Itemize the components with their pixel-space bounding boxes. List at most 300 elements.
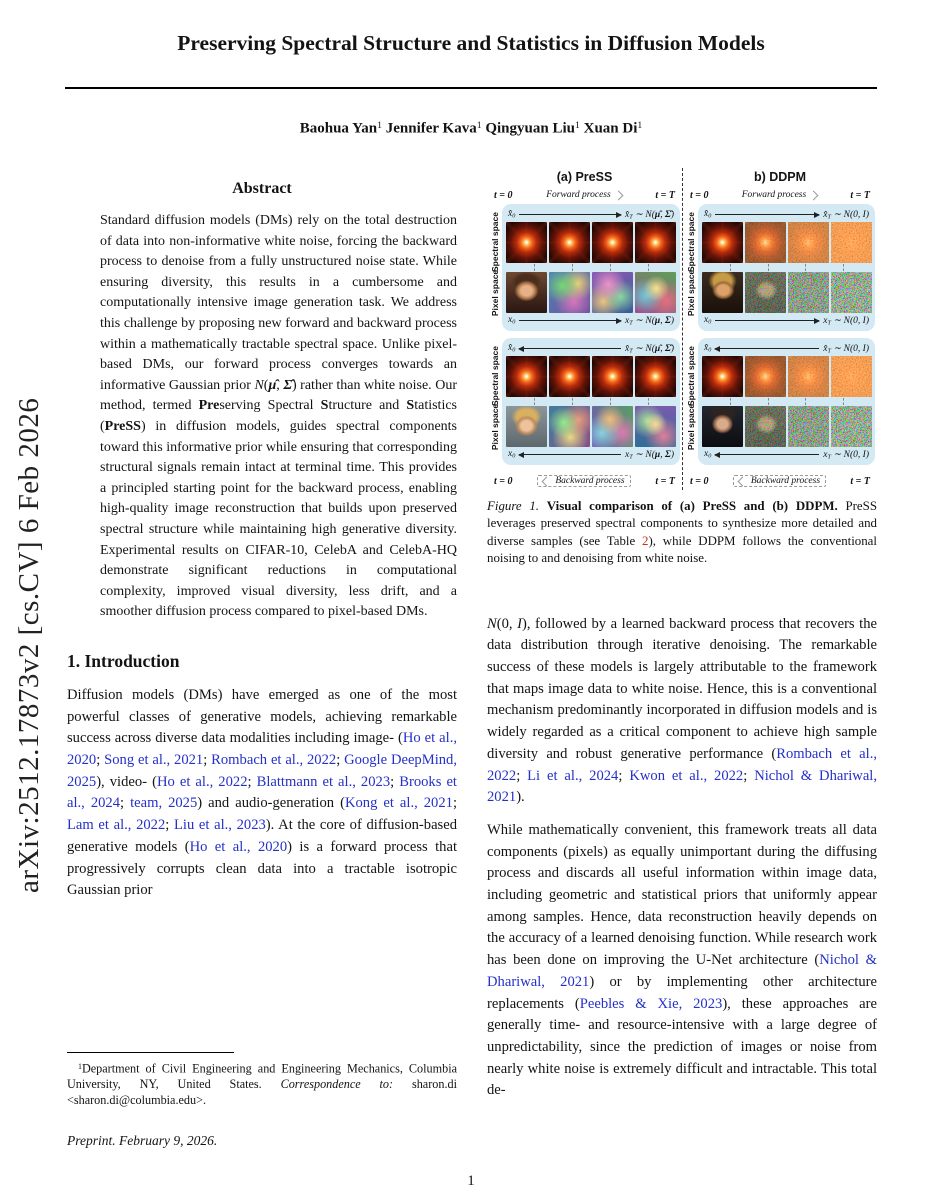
text-segment: ) in diffusion models, guides spectral components toward this informative prior while ensuring that corresponding structural signals remain intact at terminal time. This provides a principled starting point for the backward process, enabling high-quality image reconstruction that builds upon preserved spectral structure while maintaining high generative diversity. Experimental results on CIFAR-10, CelebA and CelebA-HQ demonstrate significant reductions in computational complexity, improved visual diversity, less drift, and a smoother diffusion process compared to pixel-based DMs. [100,418,457,620]
math-label [508,209,515,220]
math-symbol: N [843,315,850,326]
text-segment: Baohua Yan [299,120,378,137]
math-symbol: x [625,449,630,460]
math-symbol: x [625,315,630,326]
math-label [704,343,711,354]
forward-arrow [715,320,819,321]
text-segment: (0, [849,343,863,354]
spectral-image-row [505,356,677,397]
forward-process-label [742,190,817,200]
chevron-left-icon [542,476,552,486]
tT-label: t = T [655,475,675,487]
spectral-space-label: Spectral space [490,212,500,273]
math-label [508,449,515,460]
figure-image-pix-noise-1 [745,272,786,313]
citation-link[interactable]: Lam et al., 2022 [67,817,166,834]
superscript: 1 [637,120,643,131]
math-label [508,315,515,326]
t0-label: t = 0 [494,189,513,201]
preprint-note: Preprint. February 9, 2026. [67,1133,218,1148]
spectral-label-row [505,207,677,222]
text-segment: ; [743,767,755,784]
figure-image-spectrum [506,356,547,397]
superscript: 1 [377,120,382,131]
text-segment: sharon.di <sharon.di@columbia.edu>. [67,1077,457,1107]
noise-texture [831,272,872,313]
math-label [704,315,711,326]
text-segment: ) [670,209,674,220]
figure-image-spec-noise-1 [745,356,786,397]
t0-label: t = 0 [690,189,709,201]
math-symbol: x [823,315,828,326]
noise-texture [745,272,786,313]
text-segment: ; [96,751,105,768]
math-symbol: x̂ [823,209,828,220]
math-symbol: I [862,209,866,220]
math-symbol: Σ̂ [664,343,671,354]
math-symbol: x̂ [704,209,709,220]
subscript: 0 [512,213,516,220]
figure-image-psy-3 [635,272,676,313]
text-segment: ) and audio-generation ( [197,795,345,812]
subscript: 0 [512,319,516,326]
math-symbol: I [862,343,866,354]
press-forward-blue-panel [502,204,680,331]
math-label [625,315,674,327]
figure-image-spectrum [635,356,676,397]
pixel-image-row [701,406,872,447]
ddpm-forward-blue-panel [698,204,875,331]
citation-link[interactable]: Kong et al., 2021 [344,795,453,812]
forward-process-text: Forward process [546,190,611,200]
math-label [704,449,711,460]
math-symbol: x [508,315,513,326]
figure-image-spec-noise-1 [745,222,786,263]
text-segment: ∼ [830,449,844,460]
ddpm-backward-panel [686,338,875,465]
math-symbol: μ̂ [654,209,661,220]
backward-process-text: Backward process [555,476,625,486]
math-label [823,343,869,355]
ddpm-backward-blue-panel [698,338,875,465]
text-segment: ), video- ( [96,773,157,790]
text-segment: S [406,398,415,414]
spectral-space-label: Spectral space [686,346,696,407]
math-symbol: N [843,343,850,354]
backward-process-label [537,475,630,487]
text-segment: Xuan Di [583,120,638,137]
figure-image-pix-noise-3 [831,272,872,313]
body-paragraph-2 [487,820,877,1102]
text-segment: Figure 1. [487,499,540,513]
fft-connector-line [515,397,553,406]
text-segment: ; [452,795,457,812]
spectral-label-row [701,341,872,356]
text-segment: ; [203,751,212,768]
text-segment: ; [390,773,400,790]
figure-image-spectrum [549,222,590,263]
noise-texture [831,356,872,397]
citation-link[interactable]: Brooks et al., 2024 [67,773,457,812]
fft-connector-line [824,397,862,406]
pixel-label-row [505,447,677,462]
text-segment: ( [263,377,269,393]
spectral-image-row [701,356,872,397]
text-segment: PreSS leverages preserved spectral components to synthesize more detailed and diverse samples (see Table [487,499,877,548]
text-segment: PreSS [104,418,141,434]
ddpm-forward-time-row [685,186,875,204]
figure-image-spectrum [549,356,590,397]
math-symbol: I [862,449,866,460]
superscript: 1 [574,120,580,131]
math-symbol: N [645,343,652,354]
text-segment: ; [165,817,174,834]
superscript: 1 [78,1062,82,1071]
figure-image-spectrum [702,222,743,263]
text-segment: (0, [496,615,518,632]
press-panel-title: (a) PreSS [556,170,613,184]
subscript: T [827,214,831,221]
math-symbol: I [517,615,522,632]
backward-process-text: Backward process [750,476,821,486]
figure-image-face-3 [702,272,743,313]
math-label [508,343,515,354]
chevron-right-icon [613,190,623,200]
text-segment: ) [670,315,674,326]
math-symbol: x [823,449,828,460]
math-symbol: x̂ [508,209,513,220]
citation-link[interactable]: Ho et al., 2020 [189,838,288,855]
noise-texture [788,406,829,447]
page-number: 1 [467,1173,475,1189]
text-segment: ) [865,449,869,460]
math-symbol: x̂ [823,343,828,354]
figure-image-spec-noise-3 [831,356,872,397]
text-segment: ∼ [632,315,646,326]
subscript: 0 [708,319,712,326]
forward-process-text: Forward process [741,190,807,200]
math-label [704,209,711,220]
noise-texture [788,356,829,397]
press-backward-time-row [489,472,680,490]
math-symbol: Σ̂ [664,209,671,220]
math-symbol: x [508,449,513,460]
noise-texture [745,406,786,447]
figure-image-pix-noise-2 [788,406,829,447]
text-segment: ), while DDPM follows the conventional noising to and denoising from white noise. [487,533,877,566]
text-segment: tructure and [328,398,407,414]
figure-image-spec-noise-3 [831,222,872,263]
citation-link[interactable]: Rombach et al., 2022 [211,751,337,768]
figure-image-face-2 [506,406,547,447]
citation-link[interactable]: Li et al., 2024 [527,767,619,784]
footnote-block [67,1052,457,1108]
tT-label: t = T [850,189,870,201]
math-label [823,209,869,221]
citation-link[interactable]: Song et al., 2021 [104,751,204,768]
text-segment: ; [247,773,257,790]
subscript: T [629,320,633,327]
subscript: T [827,348,831,355]
tT-label: t = T [655,189,675,201]
math-symbol: N [254,377,264,393]
text-segment: ; [336,751,345,768]
figure-image-spec-noise-2 [788,356,829,397]
text-segment: ∼ [632,343,646,354]
math-symbol: μ̂ [654,343,661,354]
text-segment: ; [618,767,630,784]
figure-panel-press [487,168,682,490]
text-segment: ) [865,315,869,326]
backward-arrow [519,348,621,349]
text-segment: (0, [849,209,863,220]
text-segment: ( [651,449,655,460]
noise-texture [788,222,829,263]
press-forward-panel [490,204,680,331]
backward-arrow [519,454,621,455]
math-symbol: N [645,315,652,326]
citation-link[interactable]: Ho et al., 2020 [67,730,457,768]
math-symbol: N [843,209,850,220]
figure-image-spectrum [506,222,547,263]
forward-arrow [519,214,621,215]
citation-link[interactable]: Blattmann et al., 2023 [256,773,391,790]
figure-image-face-1 [506,272,547,313]
text-segment: ). [516,789,525,806]
fft-connector-line [787,263,825,272]
spectral-space-label: Spectral space [686,212,696,273]
pixel-image-row [505,406,677,447]
subscript: 0 [512,453,516,460]
t0-label: t = 0 [494,475,513,487]
subscript: T [629,454,633,461]
text-segment: ( [651,209,655,220]
figure-image-psy-1 [549,272,590,313]
pixel-space-label: Pixel space [686,269,696,317]
text-segment: ) is a forward process that progressively corrupts clean data into a tractable isotropic Gaussian prior [67,838,457,899]
math-symbol: x̂ [625,343,630,354]
citation-link[interactable]: Liu et al., 2023 [174,817,266,834]
math-symbol: N [487,615,497,632]
text-segment: Qingyuan Liu [485,120,575,137]
figure-image-spectrum [592,356,633,397]
subscript: T [629,348,633,355]
footnote-text [67,1059,457,1108]
text-segment: ) [865,209,869,220]
figure-image-pix-noise-3 [831,406,872,447]
pixel-space-label: Pixel space [490,269,500,317]
citation-link[interactable]: Ho et al., 2022 [156,773,248,790]
figure-image-pix-noise-1 [745,406,786,447]
spectral-label-row [701,207,872,222]
text-segment: ∼ [830,343,844,354]
fft-connector-line [629,263,667,272]
left-column [67,180,457,913]
text-segment: ) [670,343,674,354]
text-segment: Department of Civil Engineering and Engineering Mechanics, Columbia University, NY, United States. [67,1061,457,1092]
text-segment: ; [516,767,528,784]
citation-link[interactable]: Peebles & Xie, 2023 [579,995,723,1012]
citation-link[interactable]: Rombach et al., 2022 [487,745,877,784]
backward-process-label [733,475,826,487]
math-symbol: x̂ [625,209,630,220]
fft-connector-line [591,263,629,272]
body-paragraph-1 [487,614,877,809]
text-segment: ∼ [830,209,844,220]
text-segment: , [660,315,665,326]
math-label [625,209,674,221]
noise-texture [788,272,829,313]
text-segment: ) rather than white noise. Our method, termed [100,377,457,414]
text-segment: ) [670,449,674,460]
press-forward-time-row [489,186,680,204]
fft-connector-line [553,397,591,406]
text-segment [539,499,547,513]
noise-texture [745,356,786,397]
figure-panel-ddpm [682,168,877,490]
superscript: 1 [476,120,482,131]
text-segment: While mathematically convenient, this framework treats all data components (pixels) as equally unimportant during the diffusing process and discards all useful information within image data, including geometric and statistical priors that uniformly appear among samples. Hence, data reconstruction heavily depends on the accuracy of a learned denoising function. While research work has been done on improving the U-Net architecture ( [487,821,877,969]
subscript: 0 [708,347,712,354]
pixel-space-label: Pixel space [490,403,500,451]
math-symbol: Σ̂ [283,377,292,393]
text-segment: Correspondence to: [280,1077,394,1092]
text-segment: Pre [198,398,220,414]
fft-connector-line [749,263,787,272]
pixel-image-row [505,272,677,313]
fft-connector-line [553,263,591,272]
text-segment: ) or by implementing other architecture replacements ( [487,973,877,1012]
figure-image-spectrum [702,356,743,397]
right-column [487,168,877,1113]
spectral-image-row [505,222,677,263]
math-symbol: x [704,315,709,326]
math-label [625,449,674,461]
t0-label: t = 0 [690,475,709,487]
backward-arrow [715,348,819,349]
figure-image-psy-5 [592,406,633,447]
text-segment: , [660,209,665,220]
backward-arrow [715,454,819,455]
ref-link[interactable]: 2 [642,533,649,548]
math-symbol: N [843,449,850,460]
text-segment: ), followed by a learned backward process that recovers the data distribution through iterative denoising. The remarkable success of these models is largely attributable to the framework that maps image data to white noise. Hence, this is a conventional mechanism predominantly incorporated in diffusion models and is widely regarded as a critical component to achieve high sample diversity and robust generative performance ( [487,615,877,762]
fft-connectors [701,397,872,406]
forward-arrow [715,214,819,215]
text-segment: ( [651,315,655,326]
subscript: T [827,454,831,461]
text-segment: Visual comparison of (a) PreSS and (b) DDPM. [546,499,838,513]
fft-connector-line [787,397,825,406]
fft-connector-line [515,263,553,272]
section-heading-introduction: 1. Introduction [67,650,180,671]
pixel-label-row [505,313,677,328]
fft-connectors [505,263,677,272]
press-backward-blue-panel [502,338,680,465]
text-segment: Diffusion models (DMs) have emerged as one of the most powerful classes of generative models, achieving remarkable success across diverse data modalities including image- ( [67,686,457,747]
noise-texture [745,222,786,263]
text-segment: Jennifer Kava [385,120,477,137]
pixel-label-row [701,313,872,328]
figure-image-face-4 [702,406,743,447]
text-segment: ). At the core of diffusion-based generative models ( [67,817,458,855]
fft-connector-line [711,263,749,272]
text-segment: (0, [849,449,863,460]
text-segment: Standard diffusion models (DMs) rely on the total destruction of data into non-informative white noise, forcing the backward process to denoise from a fully unstructured noise state. While ensuring diversity, this results in a cumbersome and computationally intensive image generation task. We address this challenge by proposing new forward and backward process within a mathematically tractable spectral space. Unlike pixel-based DMs, our forward process converges towards an informative Gaussian prior [100,213,457,393]
paper-title: Preserving Spectral Structure and Statistics in Diffusion Models [177,31,765,55]
fft-connectors [701,263,872,272]
ddpm-backward-time-row [685,472,875,490]
citation-link[interactable]: Google DeepMind, 2025 [67,751,458,790]
press-backward-panel [490,338,680,465]
spectral-image-row [701,222,872,263]
math-label [823,315,869,327]
title-rule [65,87,877,89]
chevron-left-icon [737,476,747,486]
citation-link[interactable]: Kwon et al., 2022 [629,767,744,784]
authors-line [0,120,942,137]
figure-1 [487,168,877,490]
citation-link[interactable]: Nichol & Dhariwal, 2021 [487,952,877,990]
subscript: 0 [512,347,516,354]
math-symbol: x̂ [508,343,513,354]
text-segment: ) [865,343,869,354]
pixel-image-row [701,272,872,313]
math-symbol: μ [654,449,661,460]
pixel-space-label: Pixel space [686,403,696,451]
figure-image-psy-2 [592,272,633,313]
math-symbol: N [645,449,652,460]
text-segment: ∼ [830,315,844,326]
subscript: T [629,214,633,221]
text-segment: , [660,343,665,354]
fft-connectors [505,397,677,406]
text-segment: , [660,449,665,460]
spectral-space-label: Spectral space [490,346,500,407]
fft-connector-line [824,263,862,272]
figure-image-pix-noise-2 [788,272,829,313]
math-label [823,449,869,461]
ddpm-panel-title: b) DDPM [753,170,807,184]
math-symbol: x [704,449,709,460]
math-symbol: I [862,315,866,326]
abstract-text [100,211,457,623]
text-segment: ∼ [632,209,646,220]
subscript: 0 [708,453,712,460]
pixel-label-row [701,447,872,462]
forward-process-label [546,190,621,200]
forward-arrow [519,320,621,321]
figure-image-spectrum [592,222,633,263]
text-segment: S [320,398,329,414]
citation-link[interactable]: team, 2025 [130,795,198,812]
text-segment: (0, [849,315,863,326]
fft-connector-line [591,397,629,406]
footnote-rule [67,1052,234,1053]
text-segment: serving Spectral [219,398,321,414]
tT-label: t = T [850,475,870,487]
citation-link[interactable]: Nichol & Dhariwal, 2021 [487,767,878,806]
math-symbol: Σ [664,449,671,460]
text-segment: ∼ [632,449,646,460]
chevron-right-icon [809,190,819,200]
fft-connector-line [711,397,749,406]
text-segment: tatistics ( [100,398,457,434]
text-segment: ( [651,343,655,354]
figure-image-spectrum [635,222,676,263]
figure-image-psy-4 [549,406,590,447]
math-symbol: μ̂ [268,377,277,393]
